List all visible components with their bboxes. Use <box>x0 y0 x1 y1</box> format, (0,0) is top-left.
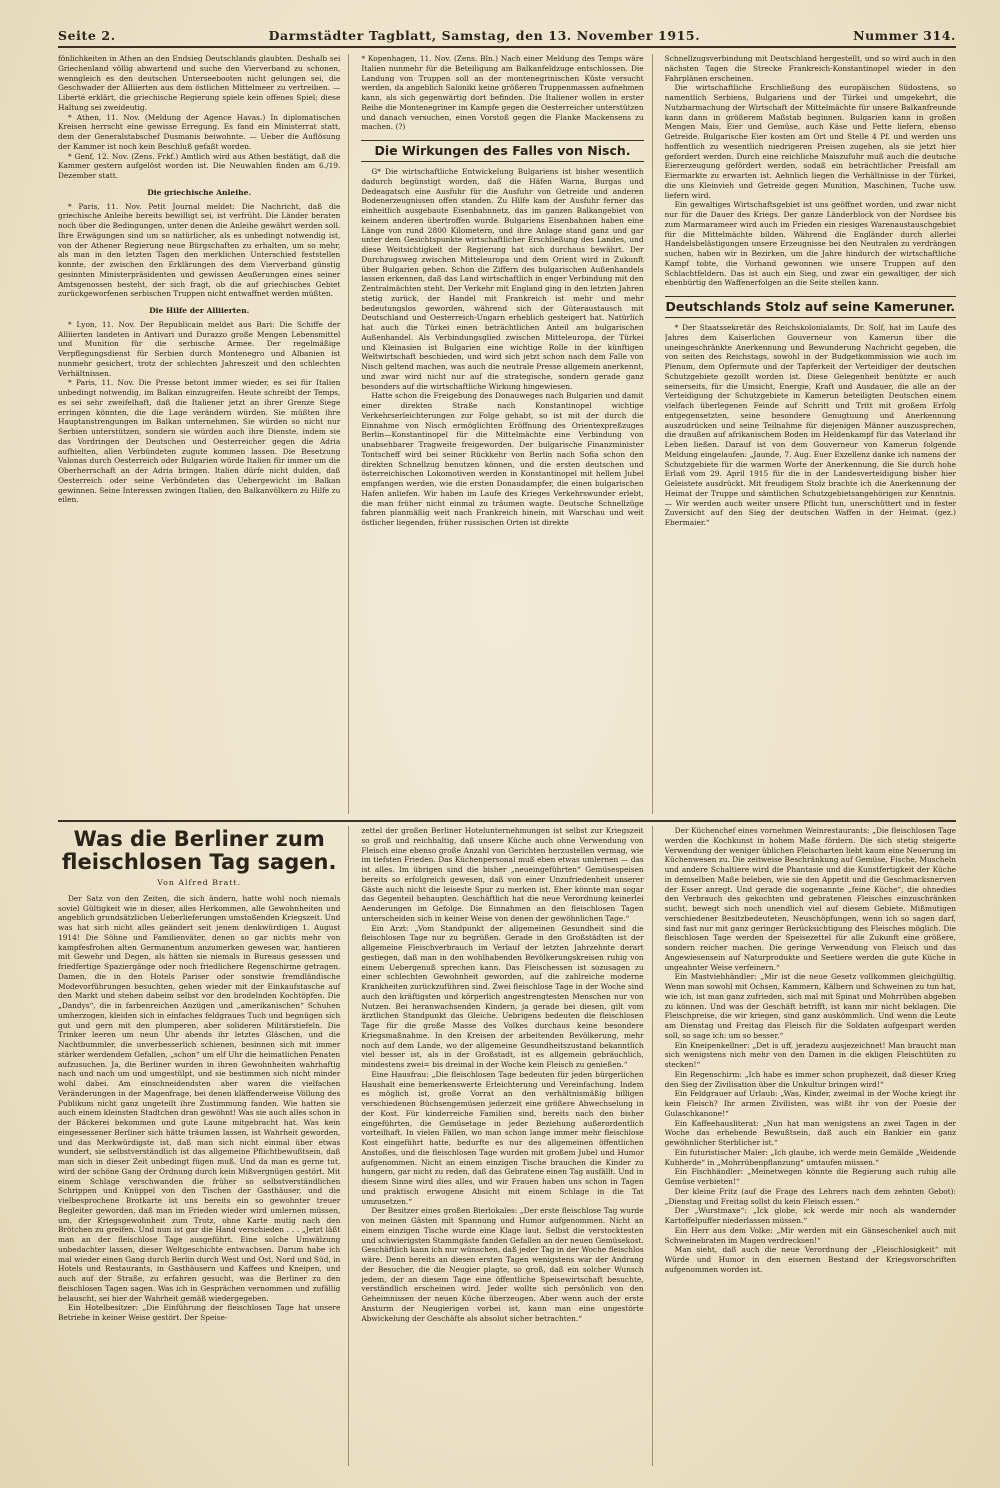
byline: Von Alfred Bratt. <box>157 878 242 887</box>
paragraph: G* Die wirtschaftliche Entwickelung Bulgariens ist bisher wesentlich dadurch begünstigt worden, daß die Häfen Warna, Burgas und Dedeagatsch eine Ausfuhr für die Ausfuhr von Getreide und anderen Bodenerzeugnissen offen standen. Zu Hilfe kam der Ausfuhr ferner das einheitlich ausgebaute Eisenbahnnetz, das im ganzen Balkangebiet von keinem anderen übertroffen wurde. Bulgariens Eisenbahnen haben eine Länge von rund 2800 Kilometern, und ihre Anlage stand ganz und gar unter dem Gesichtspunkte wirtschaftlicher Erschließung des Landes, und diese Weitsichtigkeit der Regierung hat sich durchaus bewährt. Der Durchzugsweg zwischen Mitteleuropa und dem Orient wird in Zukunft über Bulgarien gehen. Schon die Ziffern des bulgarischen Außenhandels lassen erkennen, daß das Land wirtschaftlich in enger Verbindung mit den Zentralmächten steht. Der Verkehr mit England ging in den letzten Jahren stetig zurück, der Handel mit Frankreich ist mehr und mehr bedeutungslos geworden, während sich der Güteraustausch mit Deutschland und Oesterreich-Ungarn erheblich gesteigert hat. Natürlich hat auch die Türkei einen beträchtlichen Anteil am bulgarischen Außenhandel. Als Verbindungsglied zwischen Mitteleuropa, der Türkei und Kleinasien ist Bulgarien eine wichtige Rolle in der künftigen Weltwirtschaft beschieden, und wird sich jetzt schon nach dem Falle von Nisch geltend machen, was auch die neutrale Presse allgemein anerkennt, und zwar wird nicht nur auf die strategische, sondern gerade ganz besonders auf die wirtschaftliche Wirkung hingewiesen. <box>361 167 644 391</box>
paragraph: * Genf, 12. Nov. (Zens. Frkf.) Amtlich wird aus Athen bestätigt, daß die Kammer gestern aufgelöst worden ist. Die Neuwahlen finden am 6./19. Dezember statt. <box>58 151 341 180</box>
paragraph: Ein Fischhändler: „Meinetwegen könnte die Regierung auch ruhig alle Gemüse verbieten!“ <box>664 1167 956 1186</box>
paragraph: * Der Staatssekretär des Reichskolonialamts, Dr. Solf, hat im Laufe des Jahres dem Kaiserlichen Gouverneur von Kamerun über die uneingeschränkte Anerkennung und Bewunderung Nachricht gegeben, die von seiten des Reichstags, sowohl in der Budgetkommission wie auch im Plenum, dem Opfermute und der Tapferkeit der Verteidiger der deutschen Schutzgebiete gezollt worden ist. Diese Gelegenheit benützte er auch seinerseits, für die Umsicht, Energie, Kraft und Ausdauer, die alle an der Verteidigung der Schutzgebiete in Kamerun beteiligten Deutschen einem vielfach überlegenen Feinde auf Schritt und Tritt mit großem Erfolg entgegensetzten, seine besondere Genugtuung und Anerkennung auszudrücken und seine Teilnahme für diejenigen Männer auszusprechen, die draußen auf afrikanischem Boden im Heldenkampf für das Vaterland ihr Leben ließen. Darauf ist von dem Gouverneur von Kamerun folgende Meldung eingelaufen: „Jaunde, 7. Aug. Euer Exzellenz danke ich namens der Schutzgebiete für die warmen Worte der Anerkennung, die Sie durch hohe Erlaß vom 29. April 1915 für die in der Landesverteidigung bisher hier Geleistete ausdrückt. Mit freudigem Stolz brachte ich die Anerkennung der Heimat der Truppe und sämtlichen Schutzgebietsangehörigen zur Kenntnis. — Wir werden auch weiter unsere Pflicht tun, unerschüttert und in fester Zuversicht auf den Sieg der deutschen Waffen in der Heimat. (gez.) Ebermaier.“ <box>664 323 956 527</box>
paragraph: Ein Kaffeehausliterat: „Nun hat man wenigstens an zwei Tagen in der Woche das erhebende Bewußtsein, daß auch ein Bankier ein ganz gewöhnlicher Sterblicher ist.“ <box>664 1118 956 1147</box>
paragraph: Ein Regenschirm: „Ich habe es immer schon prophezeit, daß dieser Krieg den Sieg der Zivilisation über die Unkultur bringen wird!“ <box>664 1069 956 1089</box>
paragraph: zettel der großen Berliner Hotelunternehmungen ist selbst zur Kriegszeit so groß und reichhaltig, daß unsere Küche auch ohne Verwendung von Fleisch eine ebenso große Anzahl von Gerichten herzustellen vermag, wie im tiefsten Frieden. Das Küchenpersonal muß eben etwas umlernen — das ist alles. Im übrigen sind die bisher „neueingeführten“ Gemüsespeisen bereits so erfolgreich gewesen, daß von einer Unzufriedenheit unserer Gäste auch nicht die leiseste Spur zu merken ist. Eher könnte man sogar das Gegenteil behaupten. Geschäftlich hat die neue Verordnung keinerlei Aenderungen im Gefolge. Die Einnahmen an den fleischlosen Tagen unterscheiden sich in keiner Weise von denen der gewöhnlichen Tage.“ <box>361 826 644 923</box>
paragraph: * Lyon, 11. Nov. Der Republicain meldet aus Bari: Die Schiffe der Alliierten landeten in Antivari und Durazzo große Mengen Lebensmittel und Munition für die serbische Armee. Der regelmäßige Verpflegungsdienst für Serbien durch Montenegro und Albanien ist nunmehr gesichert, trotz der schlechten Jahreszeit und den schlechten Verhältnissen. <box>58 319 341 378</box>
paragraph: * Athen, 11. Nov. (Meldung der Agence Havas.) In diplomatischen Kreisen herrscht eine gewisse Erregung. Es fand ein Ministerrat statt, dem der Generalstabschef Dusmanis beiwohnte. — Ueber die Auflösung der Kammer ist noch kein Beschluß gefaßt worden. <box>58 112 341 151</box>
paragraph: Ein Mastviehhändler: „Mir ist die neue Gesetz vollkommen gleichgültig. Wenn man sowohl mit Ochsen, Kammern, Kälbern und Schweinen zu tun hat, wie ich, ist man ganz zufrieden, sich mal mit Spinat und Mohrrüben abgeben zu können. Und was der Geschäft betrifft, ist kann mir nicht beklagen. Die Fleischpreise, die wir kriegen, sind ganz auskömmlich. Und wenn die Leute am Dienstag und Freitag das Fleisch für die Soldaten aufgespart werden soll, so sage ich: um so besser.“ <box>664 972 956 1040</box>
headline-nisch: Die Wirkungen des Falles von Nisch. <box>361 140 643 162</box>
column-1 <box>58 54 349 814</box>
paragraph: * Paris, 11. Nov. Die Presse betont immer wieder, es sei für Italien unbedingt notwendig, im Balkan einzugreifen. Heute schreibt der Temps, es sei sehr zweifelhaft, daß die Italiener jetzt an ihrer Grenze Siege erringen könnten, die die Lage verändern würden. Sie müßten ihre Hauptanstrengungen im Balkan unternehmen. Sie würden so nicht nur Serbien unterstützen, sondern sie würden auch ihre Dienste, indem sie das Vordringen der Deutschen und Oesterreicher gegen die Adria aufhielten, allen Verbündeten zugute kommen lassen. Die Besetzung Valonas durch Oesterreich oder Bulgarien würde Italien für immer um die Oberherrschaft an der Adria bringen. Italien dürfe nicht dulden, daß Oesterreich oder seine Verbündeten das Uebergewicht im Balkan gewinnen. Seine Interessen zwingen Italien, den Balkanvölkern zu Hilfe zu eilen. <box>58 378 341 505</box>
paragraph: Der Küchenchef eines vornehmen Weinrestaurants: „Die fleischlosen Tage werden die Kochkunst in hohem Maße fördern. Die sich stetig steigerte Verwendung der weniger üblichen Fleischarten liebt kaum eine Neuerung im Küchenwesen zu. Die zeitweise Beschränkung auf Gemüse, Fische, Muscheln und andere Schaltiere wird die Phantasie und die Kunstfertigkeit der Küche in demselben Maße beleben, wie sie den Appetit und die Geschmacksnerven der Esser anregt. Und gerade die sogenannte „feine Küche“, die ohnedies den Verbrauch des gekochten und gebratenen Fleisches einzuschränken sucht, bewegt sich noch unendlich viel auf diesem Gebiete. Mißmutigen verschiedener Besitzbedeuteten, Neuschöpfungen, wenn ich so sagen darf, sind fast nur mit ganz geringer Berücksichtigung des Fleisches möglich. Die fleischlosen Tage werden der Speisezettel für alle Zukunft eine größere, sondern reicher machen. Die geringe Verwendung von Fleisch und das Angewiesensein auf Naturprodukte und Seetiere werden die gute Küche in ungeahnter Weise verfeinern.“ <box>664 826 956 972</box>
paragraph: * Kopenhagen, 11. Nov. (Zens. Bln.) Nach einer Meldung des Temps wäre Italien nunmehr für die Beteiligung am Balkanfeldzuge entschlossen. Die Landung von Truppen soll an der montenegrinischen Küste versucht werden, da angeblich Saloniki keine größeren Truppenmassen aufnehmen kann, als sich gegenwärtig dort befinden. Die Italiener wollen in erster Reihe die Montenegriner im Kampfe gegen die Oesterreicher unterstützen und danach versuchen, einen Vorstoß gegen die Flanke Mackensens zu machen. (?) <box>361 54 644 132</box>
paragraph: Ein Arzt: „Vom Standpunkt der allgemeinen Gesundheit sind die fleischlosen Tage nur zu begrüßen. Gerade in den Großstädten ist der allgemeine Fleischverbrauch im Verlauf der letzten Jahrzehnte derart gestiegen, daß man in den wohlhabenden Bevölkerungskreisen ruhig von einem Uebergenuß sprechen kann. Das Fleischessen ist sozusagen zu einer schlechten Gewohnheit geworden, auf die zahlreiche moderne Krankheiten zurückzuführen sind. Zwei fleischlose Tage in der Woche sind auch den kräftigsten und körperlich angestrengtesten Menschen nur von Nutzen. Bei heranwachsenden Kindern, ja gerade bei diesen, gilt vom ärztlichen Standpunkt das Gleiche. Uebrigens bedeuten die fleischlosen Tage für die große Masse des Volkes durchaus keine besondere Kriegsmaßnahme. In den Kreisen der arbeitenden Bevölkerung, mehr noch auf dem Lande, wo der allgemeine Gesundheitszustand bekanntlich viel besser ist, als in der Großstadt, ist es allgemein gebräuchlich, mindestens zwei= bis dreimal in der Woche kein Fleisch zu genießen.“ <box>361 923 644 1069</box>
feuilleton-section <box>58 826 956 1466</box>
paragraph: Der „Wurstmaxe“: „Ick globe, ick werde mir noch als wandernder Kartoffelpuffer niederlassen müssen.“ <box>664 1206 956 1225</box>
paragraph: Hatte schon die Freigebung des Donauweges nach Bulgarien und damit einer direkten Straße nach Konstantinopel wichtige Verkehrserleichterungen zur Folge gehabt, so ist mit der durch die Einnahme von Nisch ermöglichten Eröffnung des Orientexpreßzuges Berlin—Konstantinopel für die Mittelmächte eine Verbindung von unabsehbarer Tragweite freigeworden. Der bulgarische Finanzminister Tontscheff wird bei seiner Rückkehr von Berlin nach Sofia schon den direkten Schnellzug benutzen können, und die ersten deutschen und österreichischen Lokomotiven werden in Konstantinopel mit hellem Jubel empfangen werden, wie die ersten Donaudampfer, die einen bulgarischen Hafen anliefen. Wir haben im Laufe des Krieges Verkehrswunder erlebt, die man früher nicht einmal zu träumen wagte. Deutsche Schnellzüge fahren planmäßig weit nach Frankreich hinein, mit Warschau und weit östlicher liegenden, früher russischen Orten ist direkte <box>361 391 644 527</box>
paragraph: Der Satz von den Zeiten, die sich ändern, hatte wohl noch niemals soviel Gültigkeit wie in dieser, alles Herkommen, alle Gewohnheiten und angeblich grundsätzlichen Ueberlieferungen umstoßenden Kriegszeit. Und was hat sich nicht alles geändert seit jenem denkwürdigen 1. August 1914! Die Söhne und Familienväter, denen so gar nichts mehr von kampfesfrohen alten Germanentum anzumerken gewesen war, hantieren mit Gewehr und Degen, als hätten sie niemals in Bureaus gesessen und friedfertige Spaziergänge oder noch friedlichere Regenschirme getragen. Damen, die in den Hotels Pariser oder sonstwie fremdländische Modevorführungen besuchten, gehen wieder mit der Einkaufstasche auf den Markt und stehen dabeim selbst vor den brodelnden Kochtöpfen. Die „Dandys“, die in farbenreichen Anzügen und „amerikanischen“ Schuhen umherzogen, kleiden sich in einfaches feldgraues Tuch und begnügen sich gut und gern mit den plumperen, aber solideren Militärstiefeln. Die Trinker leeren um neun Uhr abends ihr letztes Gläschen, und die Nachtbummler, die unverbesserlich schienen, besinnen sich mit immer stärker werdendem Gefallen, „schon“ um elf Uhr die heimatlichen Penaten aufzusuchen. Ja, die Berliner wurden in ihren Gewohnheiten wahrhaftig nach und nach um und umgestülpt, und sie bestimmen sich nicht minder wohl dabei. Am einschneidendsten aber waren die vielfachen Veränderungen in der Magenfrage, bei denen kläffenderweise Völlung des Publikum nicht ganz ungeteilt ihre Zustimmung fanden. Wie hatten sie auch einem kleinsten Stadtchen dran gewöhnt! Was sie auch alles schon in der Bäckerei bekommen und gute Laune mitgebracht hat. Was kein eingesessener Berliner sich hätte träumen lassen, ist Wahrheit geworden, und das Merkwürdigste ist, daß man sich nicht einmal über etwas wundert, sie selbstverständlich ist das allgemeine Pflichtbewußtsein, daß man sich in dieser Zeit unbedingt fügen muß. Und da man es gerne tut, wird der schöne Gang der Ordnung durch kein Mißvergnügen gestört. Mit einem Schlage verschwanden die früher so selbstverständlichen Schrippen und Knüppel von den Tischen der Gasthäuser, und die vielbesprochene Brotkarte ist uns bereits ein so gewohnter treuer Begleiter geworden, daß man im Frieden wieder wird umlernen müssen, um, der Kriegsgewohnheit zum Trotz, ohne Karte mutig nach den Brötchen zu greifen. Und nun ist gar die Hand verschieden . . . „Jetzt läßt man an der fleischlose Tage ausgeführt. Eine solche Umwälzung unbedachter lassen, dieser Weltgeschichte entwachsen. Darum habe ich mal wieder einen Gang durch Berlin durch West und Ost, Nord und Süd, in Hotels und Restaurants, in Gasthäusern und Kaffees und Kneipen, und auch auf der Straße, zu erfahren gesucht, was die Berliner zu den fleischlosen Tagen sagen. Was ich in Gesprächen vernommen und zufällig belauscht, sei hier der Wahrheit gemäß wiedergegeben. <box>58 893 341 1303</box>
section-divider <box>58 820 956 822</box>
headline-kamerun: Deutschlands Stolz auf seine Kameruner. <box>665 296 956 318</box>
feature-title: Was die Berliner zum fleischlosen Tag sagen. <box>61 827 337 874</box>
issue-number: Nummer 314. <box>853 28 956 43</box>
paragraph: Schnellzugsverbindung mit Deutschland hergestellt, und so wird auch in den nächsten Tagen die Strecke Frankreich-Konstantinopel wieder in den Fahrplänen erscheinen. <box>664 54 956 83</box>
paragraph: Eine Hausfrau: „Die fleischlosen Tage bedeuten für jeden bürgerlichen Haushalt eine bemerkenswerte Erleichterung und Vereinfachung. Indem es möglich ist, große Vorrat an den verhältnismäßig billigen verschiedenen Büchsengemüsen jederzeit eine größere Abwechselung in der Kost. Für kinderreiche Familien sind, bereits nach den bisher eingeführten, die Gemüsetage in jeder Beziehung außerordentlich vorteilhaft. In vielen Fällen, wo man schon lange immer mehr fleischlose Kost eingeführt hatte, bedurfte es nur des allgemeinen öffentlichen Anstoßes, und die fleischlosen Tage wurden mit großem Jubel und Humor aufgenommen. Nicht an einem einzigen Tische brauchen die Kinder zu hungern, gar nicht zu reden, daß das Gebratene einen Tag ausfällt. Und in diesem Sinne wird dies alles, und wir Frauen haben uns schon in Tagen und praktisch erwogene Absicht mit einem Schlage in die Tat umzusetzen.“ <box>361 1069 644 1206</box>
paragraph: Man sieht, daß auch die neue Verordnung der „Fleischlosigkeit“ mit Würde und Humor in den eisernen Bestand der Kriegsvorschriften aufgenommen worden ist. <box>664 1245 956 1274</box>
paragraph: Ein Feldgrauer auf Urlaub: „Was, Kinder, zweimal in der Woche kriegt ihr kein Fleisch? Ihr armen Zivilisten, was wißt ihr von der Poesie der Gulaschkanone!“ <box>664 1089 956 1118</box>
feature-column-1 <box>58 826 349 1466</box>
paragraph: Ein Herr aus dem Volke: „Mir werden mit ein Gänseschenkel auch mit Schweinebraten im Magen verdrecksen!“ <box>664 1225 956 1245</box>
masthead <box>58 28 956 48</box>
paragraph: Der kleine Fritz (auf die Frage des Lehrers nach dem zehnten Gebot): „Dienstag und Freitag sollst du kein Fleisch essen.“ <box>664 1186 956 1206</box>
paragraph: Die wirtschaftliche Erschließung des europäischen Südostens, so namentlich Serbiens, Bulgariens und der Türkei und umgekehrt, die Nutzbarmachung der Wirtschaft der Mittelmächte für unsere Balkanfreunde kann dann in größerem Maßstab beginnen. Bulgarien kann in großen Mengen Mais, Eier und Gemüse, auch Käse und Fette liefern, ebenso Getreide. Bulgarische Eier kosten am Ort und Stelle 4 Pf. und werden uns hoffentlich zu wesentlich niedrigeren Preisen zugehen, als sie jetzt hier gefordert werden. Durch eine reichliche Maiszufuhr muß auch die deutsche Eiererzeugung gefördert werden, sodaß ein beträchtlicher Preisfall am Eiermarkte zu erwarten ist. Aehnlich liegen die Verhältnisse in der Türkei, die uns Kleinvieh und Getreide gegen Munition, Maschinen, Tuche usw. liefern wird. <box>664 83 956 200</box>
feature-column-2 <box>361 826 652 1466</box>
paragraph: * Paris, 11. Nov. Petit Journal meldet: Die Nachricht, daß die griechische Anleihe bereits bewilligt sei, ist verfrüht. Die Länder beraten noch über die Bedingungen, unter denen die Anleihe gewährt werden soll. Ihre Erwägungen sind um so natürlicher, als es unbedingt notwendig ist, von der Athener Regierung neue Bürgschaften zu erhalten, um so mehr, als man in den letzten Tagen den merklichen Unterschied feststellen konnte, der zwischen den Erklärungen des dem Vierverband günstig gesinnten Ministerpräsidenten und gewissen Aeußerungen eines seiner Amtsgenossen besteht, der sich fragt, ob die auf griechisches Gebiet zurückgeworfenen serbischen Truppen nicht entwaffnet werden müßten. <box>58 201 341 299</box>
paragraph: Ein Kneipenkellner: „Det is uff, jeradezu ausjezeichnet! Man braucht man sich wenigstens nich mehr von den Damen in die ekligen Fleischtüten zu stecken!“ <box>664 1040 956 1069</box>
paragraph: Ein gewaltiges Wirtschaftsgebiet ist uns geöffnet worden, und zwar nicht nur für die Dauer des Kriegs. Der ganze Länderblock von der Nordsee bis zum Marmarameer wird auch im Frieden ein riesiges Warenaustauschgebiet für die Mittelmächte bilden. Während die Engländer durch allerlei Handelsbelästigungen unsere Erzeugnisse bei den Neutralen zu verdrängen suchen, haben wir in Bezirken, um die Jahre hindurch der wirtschaftliche Kampf tobte, die Vorhand gewonnen wie unsere Truppen auf den Schlachtfeldern. Das ist auch ein Sieg, und zwar ein gewaltiger, der sich ebenbürtig den Waffenerfolgen an die Seite stellen kann. <box>664 200 956 288</box>
column-2 <box>361 54 652 814</box>
paragraph: fönlichkeiten in Athen an den Endsieg Deutschlands glaubten. Deshalb sei Griechenland völlig abwartend und suche den Vierverband zu schonen, wenngleich es den deutschen Unterseebooten nicht gelungen sei, die Geschwader der Alliierten aus dem östlichen Mittelmeer zu vertreiben. — Liberté erklärt, die griechische Regierung spiele kein offenes Spiel; diese Haltung sei zweideutig. <box>58 54 341 112</box>
subheading-greek-loan: Die griechische Anleihe. <box>147 187 252 197</box>
feature-column-3 <box>665 826 956 1466</box>
paragraph: Ein futuristischer Maler: „Ich glaube, ich werde mein Gemälde „Weidende Kuhherde“ in „Mohrrübenpflanzung“ umtaufen müssen.“ <box>664 1147 956 1167</box>
column-3 <box>665 54 956 814</box>
subheading-allied-help: Die Hilfe der Alliierten. <box>149 306 250 315</box>
newspaper-title: Darmstädter Tagblatt, Samstag, den 13. November 1915. <box>268 28 701 43</box>
paragraph: Der Besitzer eines großen Bierlokales: „Der erste fleischlose Tag wurde von meinen Gästen mit Spannung und Humor aufgenommen. Nicht an einem einzigen Tische wurde eine Klage laut. Selbst die verstocktesten und schwierigsten Stammgäste fanden Gefallen an der neuen Gemüsekost. Geschäftlich kann ich nur wünschen, daß jeder Tag in der Woche fleischlos wäre. Denn bereits an diesen ersten Tagen wenigstens war der Andrang der Besucher, die die Neugier plagte, so groß, daß ein solcher Wunsch jedem, der an diesem Tage eine öffentliche Speisewirtschaft besuchte, verständlich erscheinen wird. Jeder wollte sich persönlich von den Geheimnissen der neuen Küche überzeugen. Aber wenn auch der erste Ansturm der Neugierigen vorbei ist, kann man eine ungestörte Abwickelung der Geschäfte als absolut sicher betrachten.“ <box>361 1206 644 1323</box>
paragraph: Ein Hotelbesitzer: „Die Einführung der fleischlosen Tage hat unsere Betriebe in keiner Weise gestört. Der Speise- <box>58 1303 341 1322</box>
page-number: Seite 2. <box>58 28 116 43</box>
top-section <box>58 54 956 814</box>
